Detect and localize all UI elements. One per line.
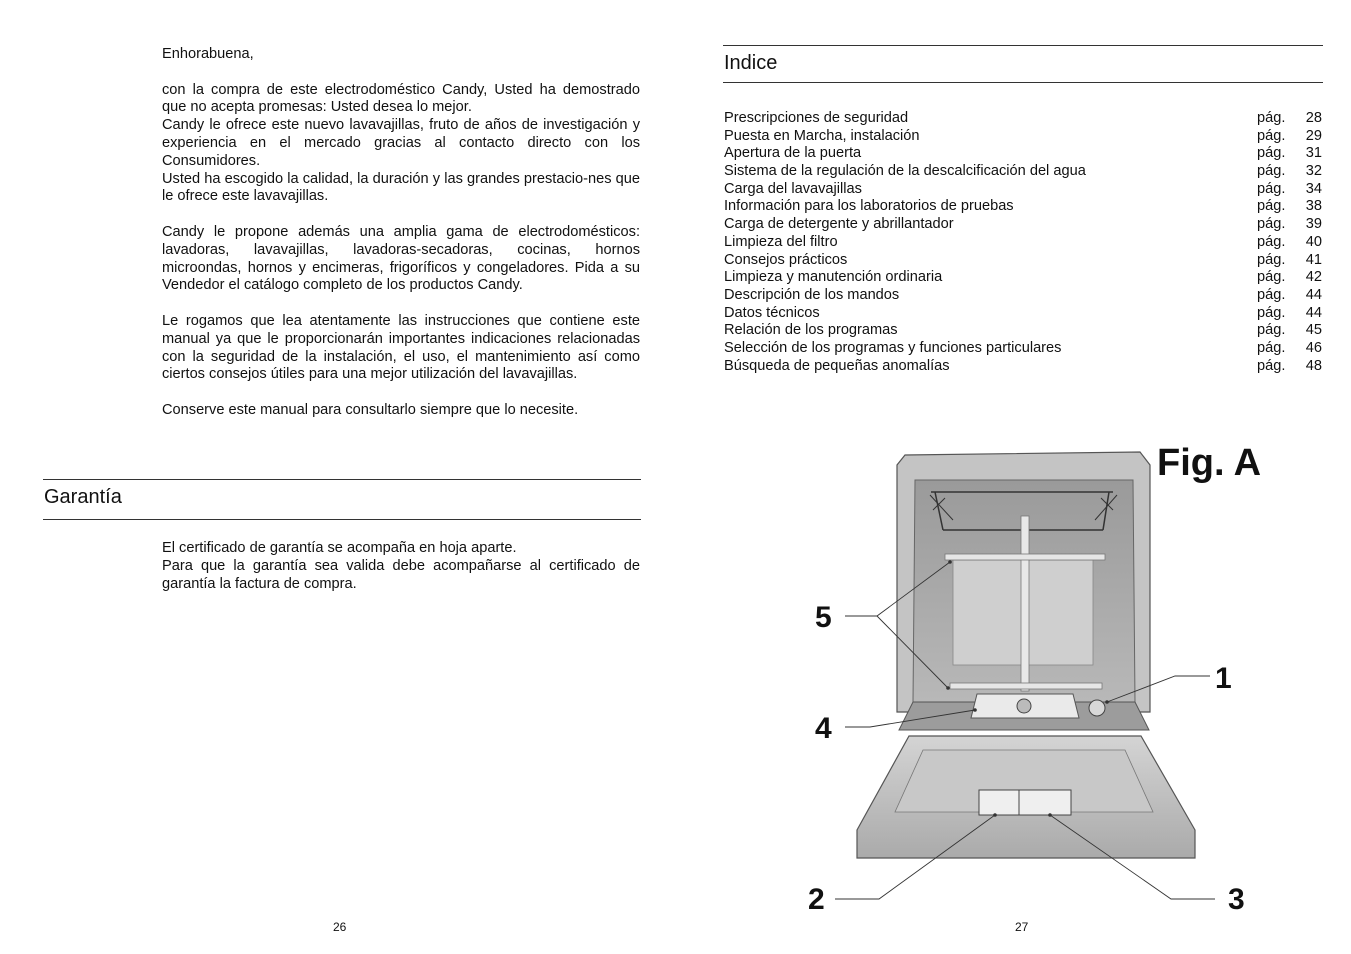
water-tube bbox=[1021, 516, 1029, 691]
intro-paragraph: Conserve este manual para consultarlo siempre que lo necesite. bbox=[162, 401, 579, 418]
index-entry bbox=[724, 198, 1322, 216]
index-entry-pag: pág. bbox=[1257, 339, 1286, 356]
index-entry-page: 44 bbox=[1305, 286, 1322, 303]
index-entry bbox=[724, 216, 1322, 234]
divider bbox=[43, 519, 641, 520]
index-entry-page: 38 bbox=[1305, 198, 1322, 215]
index-entry-label: Relación de los programas bbox=[724, 322, 898, 339]
index-entry-label: Carga de detergente y abrillantador bbox=[724, 216, 954, 233]
index-entry-page: 44 bbox=[1305, 304, 1322, 321]
index-entry-label: Prescripciones de seguridad bbox=[724, 110, 909, 126]
divider bbox=[43, 479, 641, 480]
index-entry-page: 39 bbox=[1305, 216, 1322, 233]
intro-paragraph: Candy le propone además una amplia gama de electrodomésticos: lavadoras, lavavajillas, lavadoras-secadoras, cocinas, hornos microondas, hornos y encimeras, frigoríficos y congeladores. Pida a su Vendedor el catálogo completo de los productos Candy. bbox=[162, 223, 640, 294]
callout-4: 4 bbox=[815, 712, 832, 745]
index-entry-page: 32 bbox=[1305, 163, 1322, 180]
index-entry-label: Descripción de los mandos bbox=[724, 286, 900, 303]
index-entry-pag: pág. bbox=[1257, 286, 1286, 303]
warranty-text bbox=[162, 540, 640, 593]
index-entry-label: Selección de los programas y funciones particulares bbox=[724, 339, 1062, 356]
callout-5: 5 bbox=[815, 601, 832, 634]
page-number: 27 bbox=[1015, 920, 1029, 934]
page-number: 26 bbox=[333, 920, 347, 934]
index-list bbox=[724, 110, 1322, 375]
index-entry bbox=[724, 358, 1322, 376]
index-entry-page: 42 bbox=[1305, 269, 1322, 286]
index-entry bbox=[724, 322, 1322, 340]
index-entry-label: Consejos prácticos bbox=[724, 251, 848, 268]
index-entry-pag: pág. bbox=[1257, 251, 1286, 268]
warranty-paragraph: Para que la garantía sea valida debe acompañarse al certificado de garantía la factura de compra. bbox=[162, 557, 640, 592]
salt-cap bbox=[1089, 700, 1105, 716]
callout-1: 1 bbox=[1215, 662, 1232, 695]
index-entry-label: Limpieza del filtro bbox=[724, 233, 838, 250]
index-entry bbox=[724, 269, 1322, 287]
index-entry-pag: pág. bbox=[1257, 145, 1286, 162]
warranty-paragraph: El certificado de garantía se acompaña en hoja aparte. bbox=[162, 540, 517, 556]
index-entry-page: 29 bbox=[1305, 127, 1322, 144]
index-entry-page: 34 bbox=[1305, 180, 1322, 197]
index-entry-page: 45 bbox=[1305, 322, 1322, 339]
figure-title: Fig. A bbox=[1157, 442, 1262, 484]
index-entry bbox=[724, 252, 1322, 270]
index-entry bbox=[724, 340, 1322, 358]
index-entry-label: Carga del lavavajillas bbox=[724, 180, 862, 197]
index-entry bbox=[724, 145, 1322, 163]
index-entry bbox=[724, 305, 1322, 323]
index-entry-pag: pág. bbox=[1257, 216, 1286, 233]
index-entry-label: Sistema de la regulación de la descalcificación del agua bbox=[724, 163, 1086, 180]
callout-3: 3 bbox=[1228, 883, 1245, 916]
intro-paragraph: Candy le ofrece este nuevo lavavajillas, fruto de años de investigación y experiencia en el mercado gracias al contacto directo con los Consumidores. bbox=[162, 117, 640, 169]
index-entry-pag: pág. bbox=[1257, 304, 1286, 321]
index-entry-page: 28 bbox=[1305, 110, 1322, 126]
index-entry-page: 46 bbox=[1305, 339, 1322, 356]
greeting: Enhorabuena, bbox=[162, 46, 254, 62]
index-entry-pag: pág. bbox=[1257, 357, 1286, 374]
index-entry-page: 40 bbox=[1305, 233, 1322, 250]
right-page bbox=[675, 0, 1351, 954]
index-entry bbox=[724, 181, 1322, 199]
intro-paragraph: Usted ha escogido la calidad, la duración y las grandes prestacio-nes que le ofrece este lavavajillas. bbox=[162, 170, 640, 205]
index-entry bbox=[724, 163, 1322, 181]
index-entry-page: 48 bbox=[1305, 357, 1322, 374]
index-entry bbox=[724, 110, 1322, 128]
index-entry-label: Datos técnicos bbox=[724, 304, 820, 321]
index-entry-label: Información para los laboratorios de pruebas bbox=[724, 198, 1014, 215]
index-entry-label: Búsqueda de pequeñas anomalías bbox=[724, 357, 950, 374]
index-entry-pag: pág. bbox=[1257, 110, 1286, 126]
index-entry-pag: pág. bbox=[1257, 322, 1286, 339]
dishwasher-figure bbox=[805, 440, 1325, 930]
index-entry-pag: pág. bbox=[1257, 180, 1286, 197]
left-page bbox=[0, 0, 675, 954]
index-entry bbox=[724, 234, 1322, 252]
index-entry-page: 41 bbox=[1305, 251, 1322, 268]
index-title: Indice bbox=[724, 52, 778, 74]
index-entry-pag: pág. bbox=[1257, 233, 1286, 250]
index-entry bbox=[724, 287, 1322, 305]
divider bbox=[723, 82, 1323, 83]
index-entry-pag: pág. bbox=[1257, 127, 1286, 144]
index-entry bbox=[724, 128, 1322, 146]
dispensers bbox=[979, 790, 1071, 815]
index-entry-label: Limpieza y manutención ordinaria bbox=[724, 269, 943, 286]
lower-spray-arm bbox=[950, 683, 1102, 689]
index-entry-label: Puesta en Marcha, instalación bbox=[724, 127, 920, 144]
index-entry-pag: pág. bbox=[1257, 198, 1286, 215]
intro-text bbox=[162, 46, 640, 420]
intro-paragraph: Le rogamos que lea atentamente las instrucciones que contiene este manual ya que le proporcionarán importantes indicaciones relacionadas con la seguridad de la instalación, el uso, el mantenimiento así como ciertos consejos útiles para una mejor utilización del lavavajillas. bbox=[162, 312, 640, 383]
upper-spray-arm bbox=[945, 554, 1105, 560]
intro-paragraph: con la compra de este electrodoméstico Candy, Usted ha demostrado que no acepta promesas: Usted desea lo mejor. bbox=[162, 81, 640, 116]
callout-2: 2 bbox=[808, 883, 825, 916]
warranty-title: Garantía bbox=[44, 486, 122, 508]
index-entry-pag: pág. bbox=[1257, 269, 1286, 286]
index-entry-page: 31 bbox=[1305, 145, 1322, 162]
index-entry-label: Apertura de la puerta bbox=[724, 145, 862, 162]
index-entry-pag: pág. bbox=[1257, 163, 1286, 180]
divider bbox=[723, 45, 1323, 46]
